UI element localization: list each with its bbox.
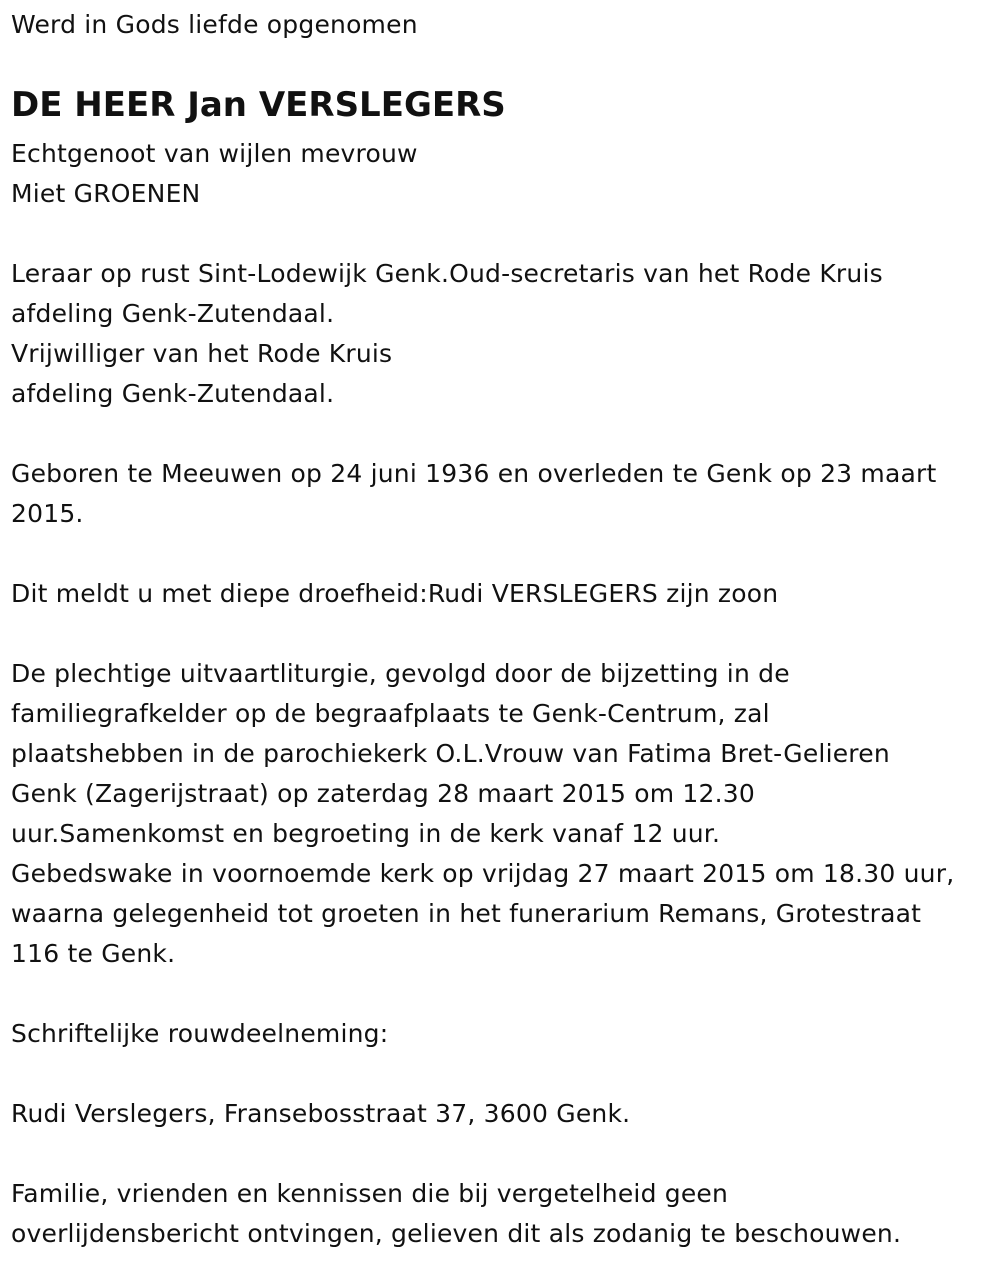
intro-text: Werd in Gods liefde opgenomen — [11, 10, 418, 39]
career-line: afdeling Genk-Zutendaal. — [11, 379, 335, 408]
career-line: Vrijwilliger van het Rode Kruis — [11, 339, 393, 368]
funeral-line: Gebedswake in voornoemde kerk op vrijdag 27 maart 2015 om 18.30 uur, — [11, 859, 955, 888]
funeral-line: 116 te Genk. — [11, 939, 176, 968]
spouse-line-2: Miet GROENEN — [11, 179, 201, 208]
deceased-name: DE HEER Jan VERSLEGERS — [11, 85, 506, 125]
condolence-address: Rudi Verslegers, Fransebosstraat 37, 3600 Genk. — [11, 1099, 631, 1128]
funeral-line: plaatshebben in de parochiekerk O.L.Vrouw van Fatima Bret-Gelieren — [11, 739, 890, 768]
birth-death-line: 2015. — [11, 499, 84, 528]
birth-death-line: Geboren te Meeuwen op 24 juni 1936 en overleden te Genk op 23 maart — [11, 459, 937, 488]
funeral-line: De plechtige uitvaartliturgie, gevolgd door de bijzetting in de — [11, 659, 790, 688]
funeral-line: uur.Samenkomst en begroeting in de kerk vanaf 12 uur. — [11, 819, 721, 848]
announcement-text: Dit meldt u met diepe droefheid:Rudi VERSLEGERS zijn zoon — [11, 579, 779, 608]
career-line: afdeling Genk-Zutendaal. — [11, 299, 335, 328]
career-line: Leraar op rust Sint-Lodewijk Genk.Oud-secretaris van het Rode Kruis — [11, 259, 883, 288]
condolence-label: Schriftelijke rouwdeelneming: — [11, 1019, 389, 1048]
spouse-line-1: Echtgenoot van wijlen mevrouw — [11, 139, 418, 168]
closing-line: Familie, vrienden en kennissen die bij vergetelheid geen — [11, 1179, 729, 1208]
funeral-line: familiegrafkelder op de begraafplaats te Genk-Centrum, zal — [11, 699, 770, 728]
closing-line: overlijdensbericht ontvingen, gelieven dit als zodanig te beschouwen. — [11, 1219, 902, 1248]
funeral-line: Genk (Zagerijstraat) op zaterdag 28 maart 2015 om 12.30 — [11, 779, 755, 808]
funeral-line: waarna gelegenheid tot groeten in het funerarium Remans, Grotestraat — [11, 899, 922, 928]
